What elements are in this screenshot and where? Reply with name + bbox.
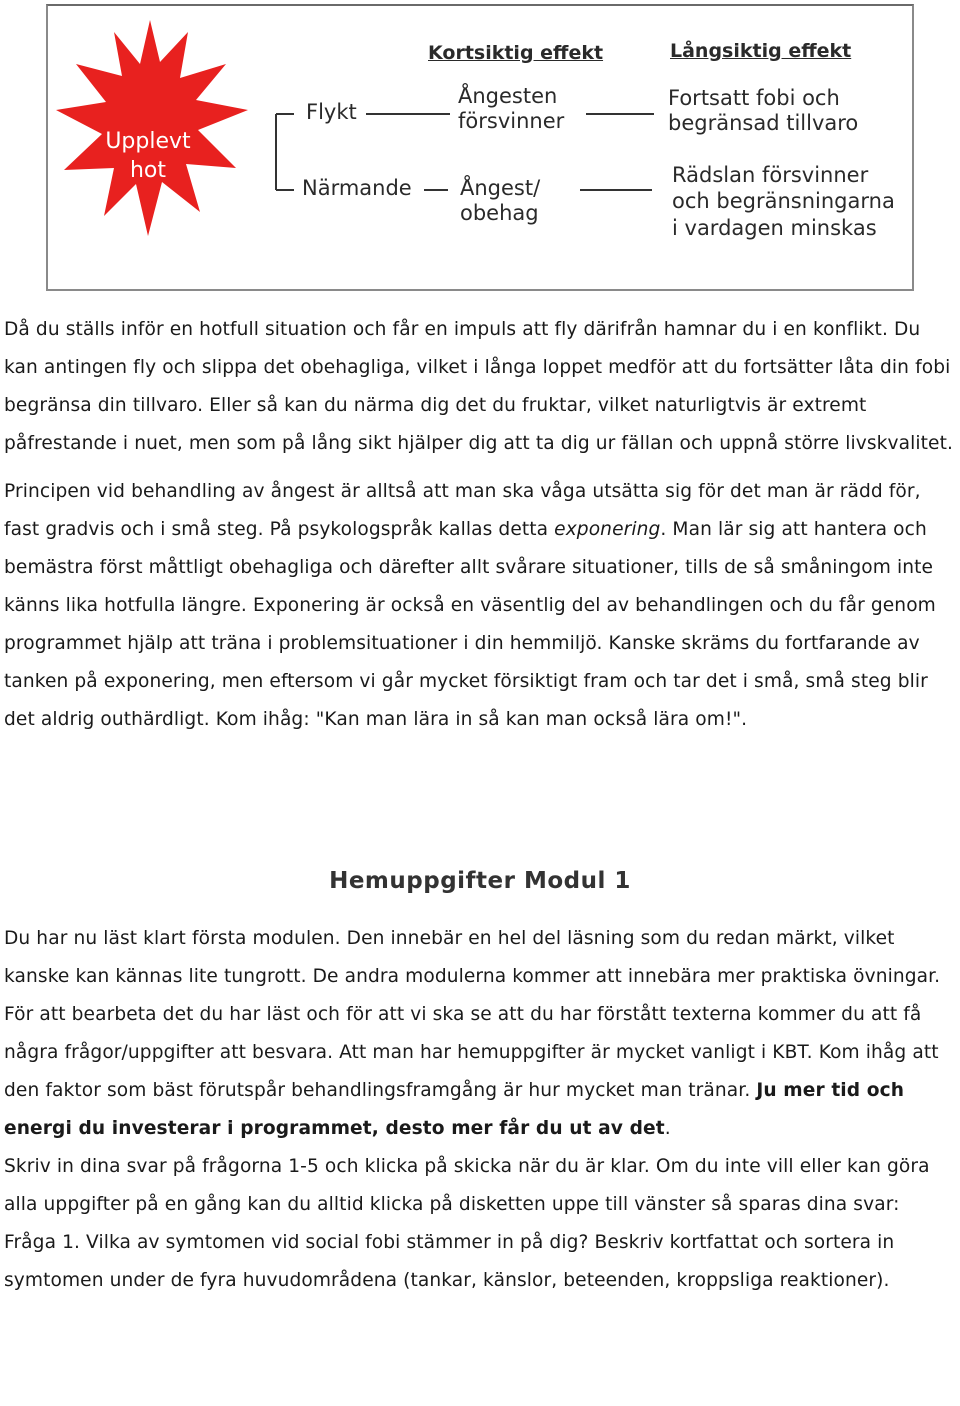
exposure-text-start: Principen vid behandling av ångest är alltså att man ska våga utsätta sig för det man är rädd för, fast gradvis och i små steg. På psykologspråk kallas detta bbox=[4, 481, 921, 540]
homework-text bbox=[4, 920, 956, 1300]
branch-approach: Närmande bbox=[302, 176, 412, 200]
exposure-term: exponering bbox=[554, 519, 661, 540]
paragraph-conflict: Då du ställs inför en hotfull situation och får en impuls att fly därifrån hamnar du i en konflikt. Du kan antingen fly och slippa det obehagliga, vilket i långa loppet medför att du fortsätter låta din fobi begränsa din tillvaro. Eller så kan du närma dig det du fruktar, vilket naturligtvis är extremt påfrestande i nuet, men som på lång sikt hjälper dig att ta dig ur fällan och uppnå större livskvalitet. bbox=[4, 319, 953, 454]
homework-text-start: Du har nu läst klart första modulen. Den innebär en hel del läsning som du redan märkt, vilket kanske kan kännas lite tungrott. De andra modulerna kommer att innebära mer praktiska övningar. För att bearbeta det du har läst och för att vi ska se att du har förstått texterna kommer du att få några frågor/uppgifter att besvara. Att man har hemuppgifter är mycket vanligt i KBT. Kom ihåg att den faktor som bäst förutspår behandlingsframgång är hur mycket man tränar. bbox=[4, 928, 941, 1101]
paragraph-instructions: Skriv in dina svar på frågorna 1-5 och klicka på skicka när du är klar. Om du inte vill eller kan göra alla uppgifter på en gång kan du alltid klicka på disketten uppe till vänster så sparas dina svar: bbox=[4, 1156, 930, 1215]
exposure-text-end: . Man lär sig att hantera och bemästra först måttligt obehagliga och därefter allt svårare situationer, tills de så småningom inte känns lika hotfulla längre. Exponering är också en väsentlig del av behandlingen och du får genom programmet hjälp att träna i problemsituationer i din hemmiljö. Kanske skräms du fortfarande av tanken på exponering, men eftersom vi går mycket försiktigt fram och tar det i små, små steg blir det aldrig outhärdligt. Kom ihåg: "Kan man lära in så kan man också lära om!". bbox=[4, 519, 936, 730]
intro-text bbox=[4, 311, 956, 739]
paragraph-homework bbox=[4, 920, 956, 1148]
section-title: Hemuppgifter Modul 1 bbox=[329, 868, 631, 894]
long-effect-approach: Rädslan försvinner och begränsningarna i vardagen minskas bbox=[672, 163, 895, 240]
burst-label: Upplevt hot bbox=[105, 129, 191, 183]
header-short-term: Kortsiktig effekt bbox=[428, 42, 604, 64]
header-long-term: Långsiktig effekt bbox=[670, 40, 852, 62]
question-1: Fråga 1. Vilka av symtomen vid social fobi stämmer in på dig? Beskriv kortfattat och sortera in symtomen under de fyra huvudområdena (tankar, känslor, beteenden, kroppsliga reaktioner). bbox=[4, 1232, 895, 1291]
homework-text-end: . bbox=[664, 1118, 671, 1139]
anxiety-diagram bbox=[46, 4, 914, 291]
paragraph-exposure bbox=[4, 473, 956, 739]
branch-flee: Flykt bbox=[306, 100, 357, 124]
long-effect-flee: Fortsatt fobi och begränsad tillvaro bbox=[668, 86, 859, 135]
short-effect-flee: Ångesten försvinner bbox=[458, 84, 565, 133]
short-effect-approach: Ångest/ obehag bbox=[460, 176, 541, 225]
homework-emphasis: Ju mer tid och energi du investerar i programmet, desto mer får du ut av det bbox=[4, 1080, 905, 1139]
